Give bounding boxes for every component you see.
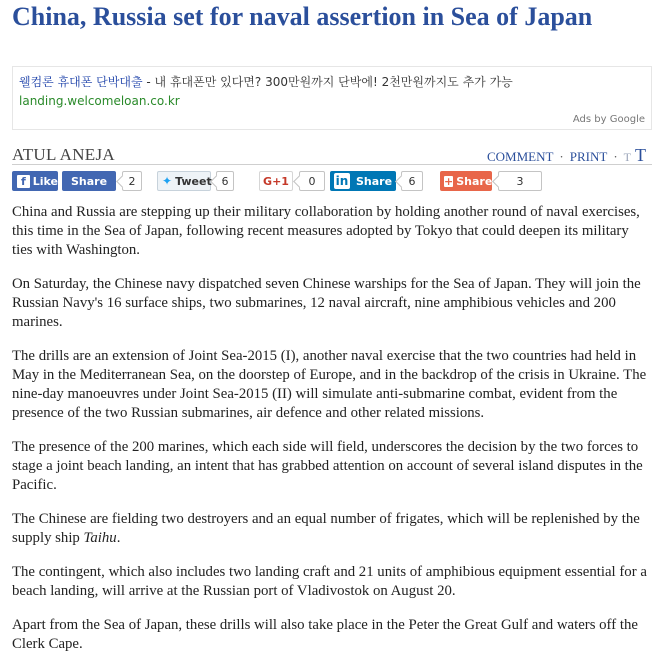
- generic-share-label: Share: [456, 174, 493, 188]
- plus-icon: +: [444, 174, 454, 188]
- generic-share-count: 3: [498, 171, 542, 191]
- tweet-button[interactable]: [157, 171, 211, 191]
- decrease-text-size-button[interactable]: T: [623, 150, 631, 164]
- paragraph-text: .: [116, 530, 121, 546]
- linkedin-share-count: 6: [401, 171, 423, 191]
- facebook-share-count: 2: [122, 171, 142, 191]
- ad-url-link[interactable]: landing.welcomeloan.co.kr: [19, 94, 180, 108]
- article-tools: [487, 145, 646, 166]
- ad-attribution[interactable]: Ads by Google: [572, 114, 645, 125]
- google-plus-count: 0: [299, 171, 325, 191]
- article-headline: China, Russia set for naval assertion in Sea of Japan: [12, 2, 593, 31]
- generic-share-button[interactable]: [440, 171, 492, 191]
- tweet-count: 6: [216, 171, 234, 191]
- linkedin-share-label: Share: [356, 174, 393, 188]
- comment-link[interactable]: COMMENT: [486, 149, 554, 164]
- google-plus-label: G+1: [263, 174, 289, 188]
- facebook-like-label: Like: [32, 174, 58, 188]
- ad-separator: -: [142, 75, 155, 89]
- article-paragraph: China and Russia are stepping up their military collaboration by holding another round of naval exercises, this time in the Sea of Japan, following recent measures adopted by Tokyo that could deepen its military ties with Washington.: [12, 204, 640, 258]
- linkedin-share-button[interactable]: [330, 171, 396, 191]
- article-body: [12, 203, 652, 669]
- article-paragraph: On Saturday, the Chinese navy dispatched seven Chinese warships for the Sea of Japan. They will join the Russian Navy's 16 surface ships, two submarines, 12 naval aircraft, nine amphibious vehicles and 200 marines.: [12, 276, 641, 330]
- social-share-bar: [12, 171, 652, 193]
- article-paragraph: The drills are an extension of Joint Sea-2015 (I), another naval exercise that the two countries had held in May in the Mediterranean Sea, on the doorstep of Europe, and in the backdrop of the crisis in Ukraine. The nine-day manoeuvres under Joint Sea-2015 (II) will simulate anti-submarine combat, evident from the presence of the two Russian submarines, air defence and other related missions.: [12, 348, 647, 421]
- article-paragraph: [12, 510, 652, 548]
- print-link[interactable]: PRINT: [569, 149, 608, 164]
- facebook-share-button[interactable]: [62, 171, 116, 191]
- twitter-icon: ✦: [162, 174, 173, 188]
- author-name[interactable]: ATUL ANEJA: [12, 145, 115, 164]
- facebook-like-button[interactable]: [12, 171, 58, 191]
- byline-row: [12, 143, 652, 165]
- linkedin-icon: in: [335, 174, 349, 188]
- increase-text-size-button[interactable]: T: [635, 145, 646, 165]
- tools-separator: ·: [559, 149, 564, 164]
- article-paragraph: The presence of the 200 marines, which each side will field, underscores the decision by the two forces to stage a joint beach landing, an intent that has grabbed attention on account of several island disputes in the Pacific.: [12, 439, 643, 493]
- google-ad-box[interactable]: [12, 66, 652, 130]
- tweet-label: Tweet: [175, 174, 212, 188]
- ad-title-link[interactable]: 웰컴론 휴대폰 단박대출: [19, 75, 143, 89]
- article-paragraph: Apart from the Sea of Japan, these drills will also take place in the Peter the Great Gulf and waters off the Clerk Cape.: [12, 617, 638, 652]
- ship-name: Taihu: [83, 530, 117, 546]
- ad-description: 내 휴대폰만 있다면? 300만원까지 단박에! 2천만원까지도 추가 가능: [154, 75, 513, 89]
- facebook-share-label: Share: [70, 174, 108, 188]
- paragraph-text: The Chinese are fielding two destroyers and an equal number of frigates, which will be replenished by the supply ship: [12, 511, 640, 546]
- ad-headline-line: [19, 73, 513, 90]
- article-paragraph: The contingent, which also includes two landing craft and 21 units of amphibious equipment essential for a beach landing, will arrive at the Russian port of Vladivostok on August 20.: [12, 564, 647, 599]
- tools-separator: ·: [613, 149, 618, 164]
- google-plus-button[interactable]: [259, 171, 293, 191]
- facebook-icon: f: [17, 175, 30, 188]
